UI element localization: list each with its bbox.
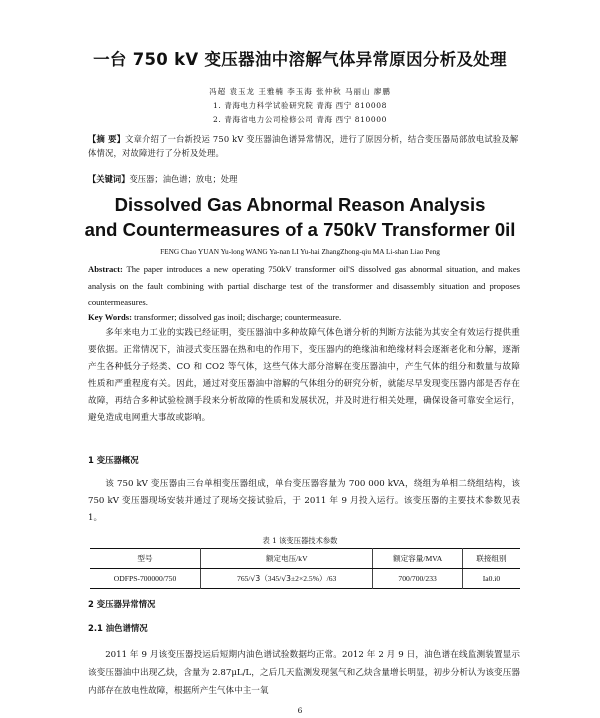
abstract-cn — [88, 132, 520, 160]
paper-title-cn: 一台 750 kV 变压器油中溶解气体异常原因分析及处理 — [93, 50, 507, 69]
authors-en: FENG Chao YUAN Yu-long WANG Ya-nan LI Yu-hai ZhangZhong-qiu MA Li-shan Liao Peng — [160, 247, 440, 256]
abstract-cn-text: 文章介绍了一台新投运 750 kV 变压器油色谱异常情况，进行了原因分析，结合变压器局部放电试验及解体情况，对故障进行了分析及处理。 — [88, 134, 519, 158]
section-2-heading: 2 变压器异常情况 — [88, 599, 156, 609]
paper-title-en — [0, 192, 600, 242]
abstract-en-text: The paper introduces a new operating 750kV transformer oil'S dissolved gas abnormal situation, and makes analysis on the fault combining with partial discharge test of the transformer and disassembly situation and proposes countermeasures. — [88, 264, 520, 307]
th-connection: 联接组别 — [462, 549, 520, 569]
voltage-part-a: 765/ — [237, 574, 251, 583]
radical-3-b: √3 — [281, 574, 291, 583]
intro-text: 多年来电力工业的实践已经证明，变压器油中多种故障气体色谱分析的判断方法能为其安全有效运行提供重要依据。正常情况下，油浸式变压器在热和电的作用下，变压器内的绝缘油和绝缘材料会逐渐老化和分解，逐渐产生各种低分子烃类、CO 和 CO2 等气体，这些气体大部分溶解在变压器油中，产生气体的组分和数量与故障性质和严重程度有关。因此，通过对变压器油中溶解的气体组分的研究分析，就能尽早发现变压器内部是否存在故障，再结合多种试验检测手段来分析故障的性质和发展状况，并及时进行相关处理，确保设备可靠安全运行，避免造成电网重大事故或影响。 — [88, 328, 520, 423]
td-capacity: 700/700/233 — [373, 569, 463, 589]
intro-paragraph — [88, 325, 520, 427]
td-voltage — [201, 569, 373, 589]
section-2-1-heading: 2.1 油色谱情况 — [88, 623, 148, 633]
keywords-cn-lead: 【关键词】 — [88, 174, 130, 184]
section-1-text: 该 750 kV 变压器由三台单相变压器组成，单台变压器容量为 700 000 kVA，绕组为单相二绕组结构，该 750 kV 变压器现场安装并通过了现场交接试验后，于 2011 年 9 月投入运行。该变压器的主要技术参数见表 1。 — [88, 479, 520, 523]
page-number: 6 — [297, 706, 303, 715]
affiliation-1: 1. 青海电力科学试验研究院 青海 西宁 810008 — [212, 101, 388, 110]
affiliation-2: 2. 青海省电力公司检修公司 青海 西宁 810000 — [212, 115, 388, 124]
section-1-heading: 1 变压器概况 — [88, 455, 139, 465]
section-1-body — [88, 476, 520, 527]
keywords-en-text: transformer; dissolved gas inoil; discharge; countermeasure. — [134, 312, 342, 322]
table-header-row — [90, 549, 520, 569]
keywords-en — [88, 310, 520, 324]
table-1-title: 表 1 该变压器技术参数 — [262, 536, 338, 545]
th-model: 型号 — [90, 549, 201, 569]
voltage-part-b: （345/ — [260, 574, 282, 583]
voltage-part-c: ±2×2.5%）/63 — [290, 574, 337, 583]
table-row — [90, 569, 520, 589]
keywords-cn — [88, 172, 520, 186]
keywords-cn-text: 变压器；油色谱；放电；处理 — [129, 174, 238, 184]
th-voltage: 额定电压/kV — [201, 549, 373, 569]
section-2-1-text: 2011 年 9 月该变压器投运后短期内油色谱试验数据均正常。2012 年 2 月 9 日，油色谱在线监测装置显示该变压器油中出现乙炔，含量为 2.87μL/L，之后几天监测发现氢气和乙炔含量增长明显，初步分析认为该变压器内部存在放电性故障，根据所产生气体中主一氧 — [88, 650, 520, 696]
abstract-en-lead: Abstract: — [88, 264, 123, 274]
radical-3-a: √3 — [250, 574, 261, 583]
abstract-en — [88, 261, 520, 311]
authors-cn: 冯超 袁玉龙 王雅楠 李玉海 张仲秋 马丽山 廖鹏 — [209, 87, 391, 96]
section-2-1-body — [88, 646, 520, 700]
abstract-cn-lead: 【摘 要】 — [88, 134, 126, 144]
td-connection: Ia0.i0 — [462, 569, 520, 589]
technical-parameters-table — [90, 548, 520, 589]
keywords-en-lead: Key Words: — [88, 312, 133, 322]
title-en-line-1: Dissolved Gas Abnormal Reason Analysis — [114, 194, 486, 215]
th-capacity: 额定容量/MVA — [373, 549, 463, 569]
title-en-line-2: and Countermeasures of a 750kV Transformer 0il — [84, 219, 516, 240]
td-model: ODFPS-700000/750 — [113, 574, 177, 583]
